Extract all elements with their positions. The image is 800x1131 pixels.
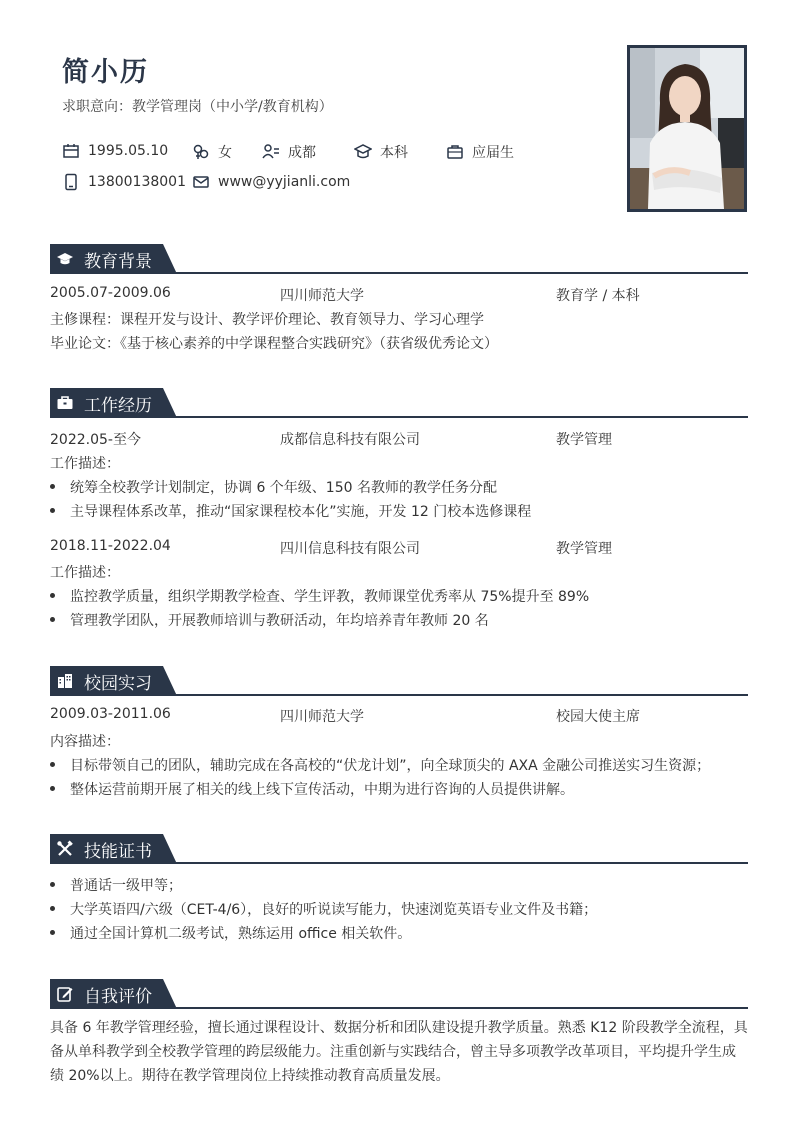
graduation-cap-icon (354, 143, 372, 161)
edu-school: 四川师范大学 (280, 288, 364, 304)
section-tab (50, 666, 163, 696)
edu-thesis: 毕业论文：《基于核心素养的中学课程整合实践研究》（获省级优秀论文） (50, 336, 498, 352)
candidate-name: 简小历 (62, 57, 149, 88)
edu-courses: 主修课程：课程开发与设计、教学评价理论、教育领导力、学习心理学 (50, 312, 484, 328)
info-status (446, 142, 514, 162)
tab-triangle (163, 979, 177, 1009)
job-desc-label: 工作描述： (50, 565, 120, 581)
section-skills-header (50, 834, 748, 864)
gender-icon (192, 143, 210, 161)
self-evaluation-text: 具备 6 年教学管理经验，擅长通过课程设计、数据分析和团队建设提升教学质量。熟悉 K12 阶段教学全流程，具备从单科教学到全校教学管理的跨层级能力。注重创新与实践结合，曾主导多项教学改革项目，平均提升学生成绩 20%以上。期待在教学管理岗位上持续推动教育高质量发展。 (50, 1020, 748, 1084)
intern-role: 校园大使主席 (556, 709, 640, 725)
profile-photo (627, 45, 747, 212)
city-text: 成都 (288, 145, 316, 161)
section-work-header (50, 388, 748, 418)
intern-period: 2009.03-2011.06 (50, 706, 171, 722)
job-role: 教学管理 (556, 541, 612, 557)
section-tab (50, 244, 163, 274)
section-title: 技能证书 (84, 841, 152, 862)
job-period: 2022.05-至今 (50, 432, 141, 448)
person-location-icon (262, 143, 280, 161)
phone-text: 13800138001 (88, 174, 186, 190)
birthday-text: 1995.05.10 (88, 143, 169, 159)
info-gender (192, 142, 232, 162)
building-icon (56, 672, 74, 690)
info-birthday (62, 142, 168, 160)
job-intent: 求职意向：教学管理岗（中小学/教育机构） (62, 99, 333, 115)
graduation-cap-icon (56, 250, 74, 268)
degree-text: 本科 (380, 145, 408, 161)
portrait-illustration (630, 48, 744, 209)
section-title: 校园实习 (84, 673, 152, 694)
intern-org: 四川师范大学 (280, 709, 364, 725)
tab-triangle (163, 244, 177, 274)
edu-period: 2005.07-2009.06 (50, 285, 171, 301)
section-divider (50, 272, 748, 274)
job-period: 2018.11-2022.04 (50, 538, 171, 554)
section-tab (50, 834, 163, 864)
info-city (262, 142, 316, 162)
section-tab (50, 388, 163, 418)
tab-triangle (163, 388, 177, 418)
section-title: 自我评价 (84, 986, 152, 1007)
section-title: 工作经历 (84, 395, 152, 416)
email-text: www@yyjianli.com (218, 174, 351, 190)
section-divider (50, 416, 748, 418)
job-desc-label: 工作描述： (50, 456, 120, 472)
phone-icon (62, 173, 80, 191)
gender-text: 女 (218, 145, 232, 161)
info-phone (62, 173, 186, 191)
status-text: 应届生 (472, 145, 514, 161)
job-company: 成都信息科技有限公司 (280, 432, 420, 448)
section-tab (50, 979, 163, 1009)
tab-triangle (163, 666, 177, 696)
section-divider (50, 694, 748, 696)
info-degree (354, 142, 408, 162)
section-internship-header (50, 666, 748, 696)
tab-triangle (163, 834, 177, 864)
edu-major: 教育学 / 本科 (556, 288, 640, 304)
calendar-icon (62, 142, 80, 160)
section-divider (50, 1007, 748, 1009)
intern-desc-label: 内容描述： (50, 734, 120, 750)
briefcase-icon (56, 394, 74, 412)
section-title: 教育背景 (84, 251, 152, 272)
mail-icon (192, 173, 210, 191)
job-company: 四川信息科技有限公司 (280, 541, 420, 557)
briefcase-icon (446, 143, 464, 161)
section-self-header (50, 979, 748, 1009)
section-education-header (50, 244, 748, 274)
info-email (192, 173, 350, 191)
section-divider (50, 862, 748, 864)
tools-icon (56, 840, 74, 858)
edit-icon (56, 985, 74, 1003)
job-role: 教学管理 (556, 432, 612, 448)
